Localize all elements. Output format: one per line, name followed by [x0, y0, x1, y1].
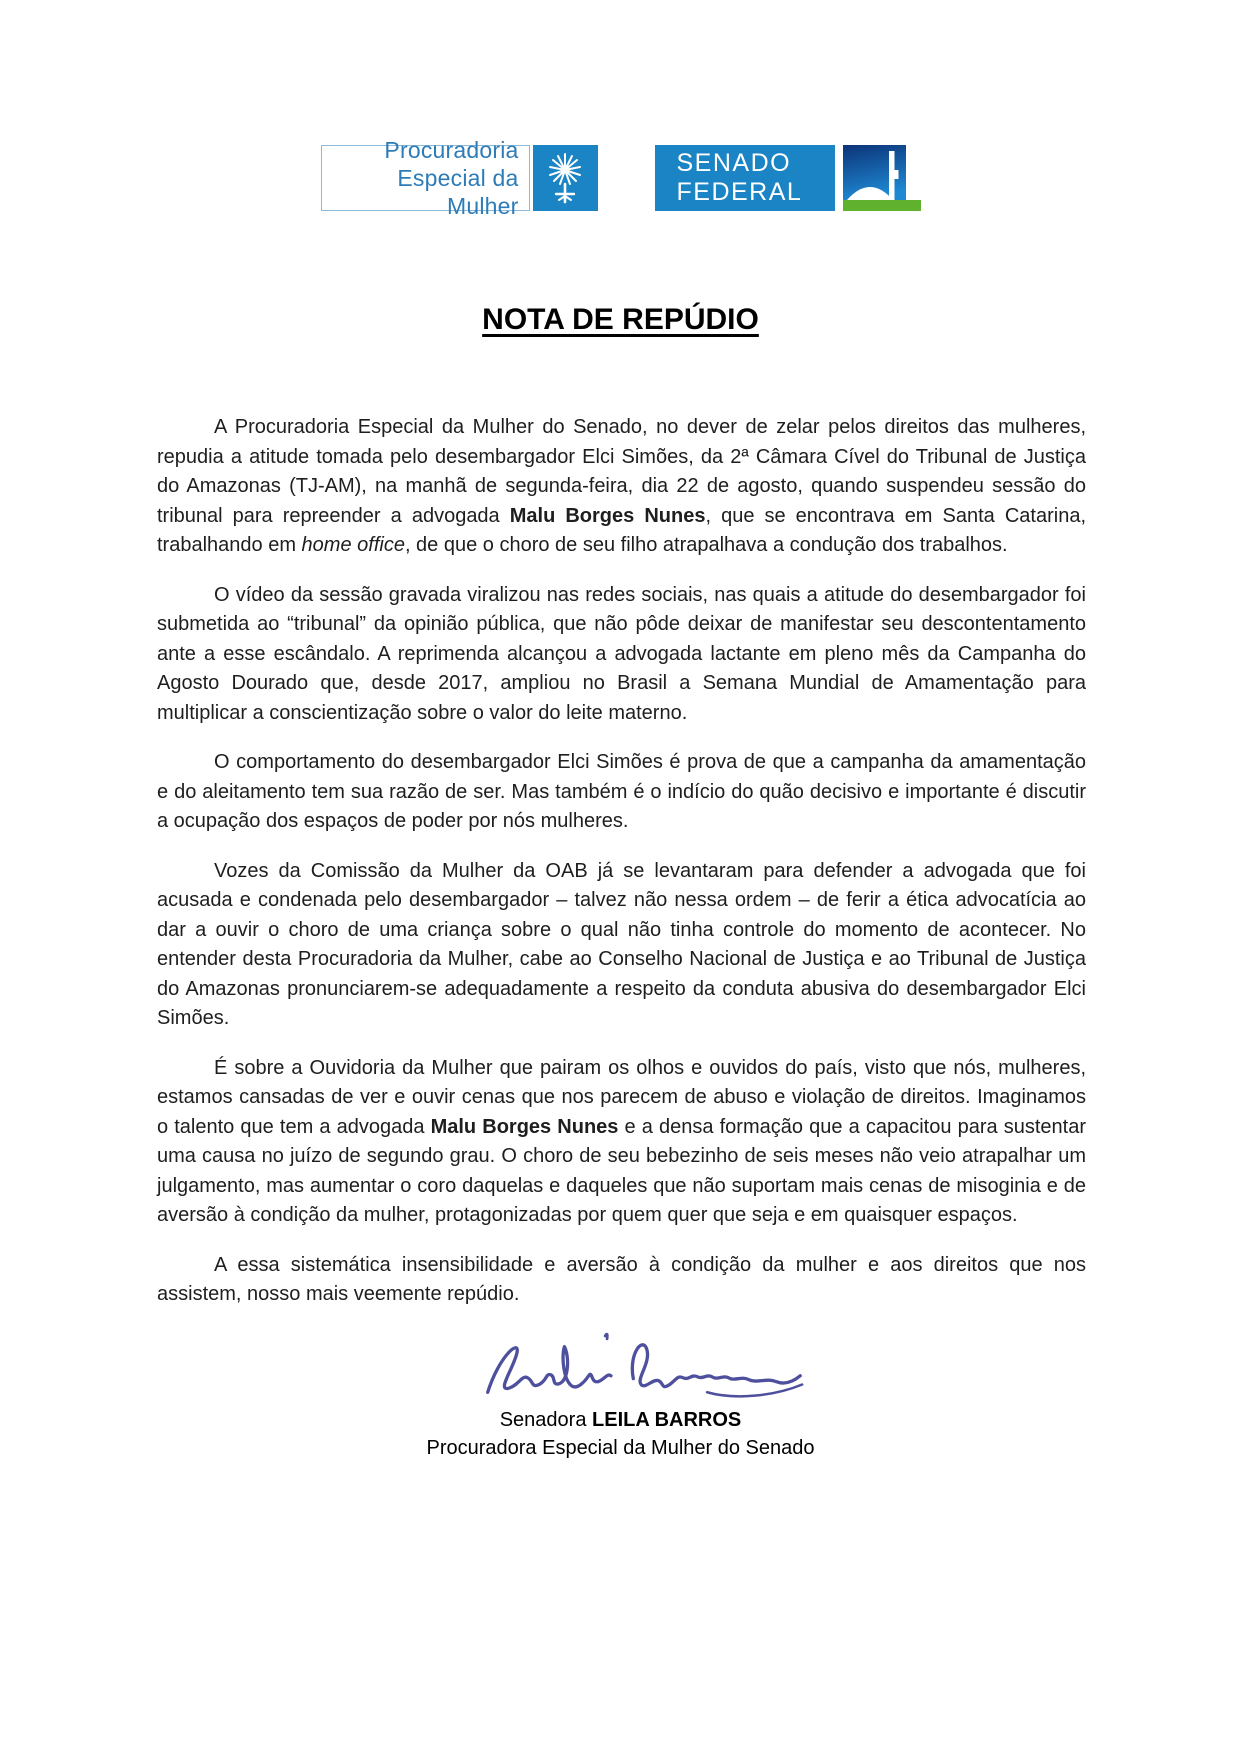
paragraph	[157, 581, 1086, 729]
congress-dome-emblem-icon	[843, 145, 921, 211]
text-run: e a densa formação que a capacitou para sustentar uma causa no juízo de segundo grau. O choro de seu bebezinho de seis meses não veio atrapalhar um julgamento, mas aumentar o coro daquelas e daqueles que não suportam mais cenas de misoginia e de aversão à condição da mulher, protagonizadas por quem quer que seja e em quaisquer espaços.	[157, 1115, 1086, 1226]
procuradoria-logo-line1: Procuradoria	[384, 137, 519, 163]
dandelion-flower-icon	[533, 145, 598, 211]
text-run: É sobre a Ouvidoria da Mulher que pairam os olhos e ouvidos do país, visto que nós, mulheres, estamos cansadas de ver e ouvir cenas que nos parecem de abuso e violação de direitos. Imaginamos o talento que tem a advogada	[157, 1056, 1086, 1138]
bold-text-run: Malu Borges Nunes	[430, 1115, 619, 1138]
document-body	[157, 413, 1086, 1310]
text-run: O comportamento do desembargador Elci Simões é prova de que a campanha da amamentação e do aleitamento tem sua razão de ser. Mas também é o indício do quão decisivo e importante é discutir a ocupação dos espaços de poder por nós mulheres.	[157, 751, 1086, 832]
procuradoria-logo-line2: Especial da Mulher	[397, 165, 519, 219]
handwritten-signature-image	[478, 1330, 808, 1406]
signer-role-line: Procuradora Especial da Mulher do Senado	[426, 1436, 815, 1459]
text-run: A Procuradoria Especial da Mulher do Senado, no dever de zelar pelos direitos das mulheres, repudia a atitude tomada pelo desembargador Elci Simões, da 2ª Câmara Cível do Tribunal de Justiça do Amazonas (TJ-AM), na manhã de segunda-feira, dia 22 de agosto, quando suspendeu sessão do tribunal para repreender a advogada	[157, 416, 1086, 527]
text-run: A essa sistemática insensibilidade e aversão à condição da mulher e aos direitos que nos assistem, nosso mais veemente repúdio.	[157, 1253, 1086, 1305]
page-title: NOTA DE REPÚDIO	[482, 303, 759, 336]
procuradoria-logo-text	[321, 137, 530, 219]
senado-logo-line2: FEDERAL	[676, 178, 803, 206]
text-run: , de que o choro de seu filho atrapalhava a condução dos trabalhos.	[404, 534, 1008, 556]
procuradoria-mulher-logo	[321, 137, 598, 219]
italic-text-run: home office	[301, 534, 405, 556]
senado-logo-text	[655, 145, 835, 211]
paragraph	[157, 1054, 1086, 1231]
text-run: O vídeo da sessão gravada viralizou nas redes sociais, nas quais a atitude do desembargador foi submetida ao “tribunal” da opinião pública, que não pôde deixar de manifestar seu descontentamento ante a esse escândalo. A reprimenda alcançou a advogada lactante em pleno mês da Campanha do Agosto Dourado que, desde 2017, ampliou no Brasil a Semana Mundial de Amamentação para multiplicar a conscientização sobre o valor do leite materno.	[157, 583, 1086, 724]
senado-logo-line1: SENADO	[676, 149, 792, 177]
text-run: Vozes da Comissão da Mulher da OAB já se levantaram para defender a advogada que foi acusada e condenada pelo desembargador – talvez não nessa ordem – de ferir a ética advocatícia ao dar a ouvir o choro de uma criança sobre o qual não tinha controle do momento de acontecer. No entender desta Procuradoria da Mulher, cabe ao Conselho Nacional de Justiça e ao Tribunal de Justiça do Amazonas pronunciarem-se adequadamente a respeito da conduta abusiva do desembargador Elci Simões.	[157, 859, 1086, 1029]
paragraph	[157, 413, 1086, 561]
signer-name: LEILA BARROS	[592, 1408, 742, 1431]
signer-name-line	[0, 1406, 1241, 1434]
signer-prefix: Senadora	[499, 1408, 593, 1431]
paragraph	[157, 1251, 1086, 1310]
paragraph	[157, 857, 1086, 1034]
text-run: , que se encontrava em Santa Catarina, trabalhando em	[157, 504, 1087, 556]
header-logos	[0, 0, 1241, 219]
bold-text-run: Malu Borges Nunes	[509, 504, 706, 527]
senado-federal-logo	[655, 145, 921, 211]
signature-block	[0, 1330, 1241, 1462]
paragraph	[157, 748, 1086, 837]
